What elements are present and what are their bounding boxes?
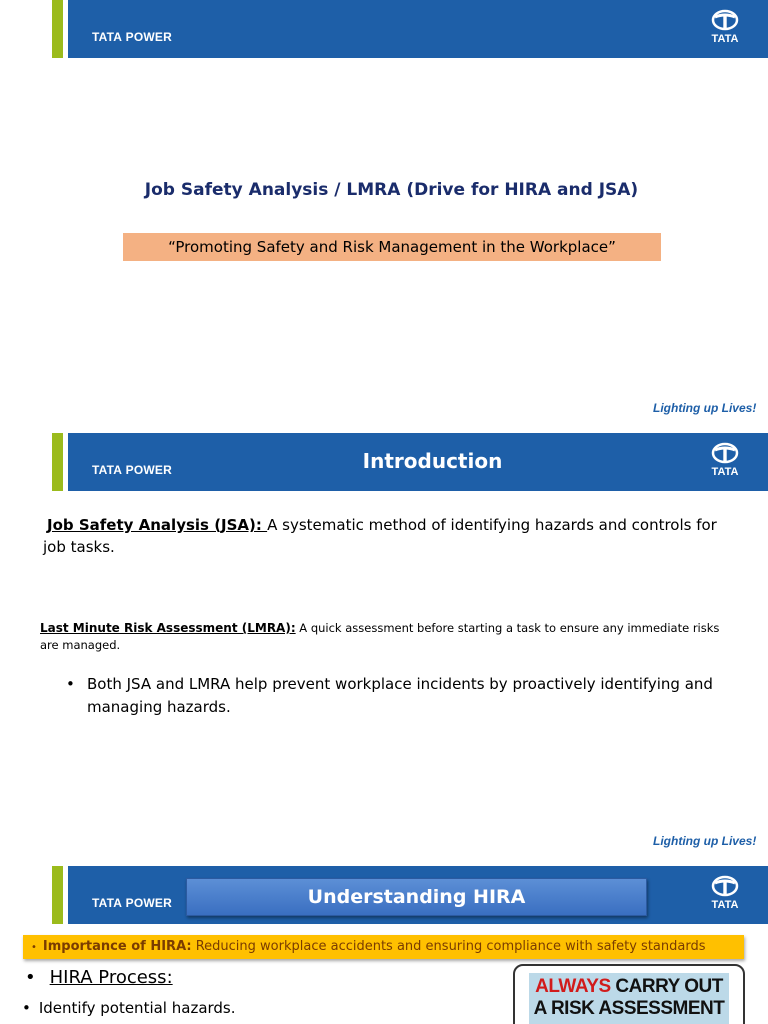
- jsa-term: Job Safety Analysis (JSA):: [47, 516, 268, 534]
- list-item: [66, 673, 726, 719]
- header-accent-bar: [52, 866, 63, 924]
- lmra-text: A quick assessment before starting a task to ensure any immediate risks are managed.: [40, 621, 720, 652]
- importance-text: Reducing workplace accidents and ensuring compliance with safety standards: [191, 939, 706, 954]
- importance-label: Importance of HIRA:: [42, 939, 192, 954]
- tata-emblem-icon: [703, 9, 747, 45]
- importance-callout: [23, 935, 744, 959]
- tata-power-logo: TATA POWER: [92, 30, 172, 44]
- header-bar: [68, 0, 768, 58]
- bullet-text: Identify potential hazards.: [38, 999, 236, 1017]
- poster-line-1: ALWAYS CARRY OUT: [535, 976, 723, 997]
- hira-process-heading: [25, 966, 173, 990]
- slide-introduction: [0, 433, 768, 866]
- slide-heading: Introduction: [362, 449, 503, 473]
- lmra-definition: [40, 620, 730, 654]
- header-accent-bar: [52, 0, 63, 58]
- jsa-definition: [43, 514, 733, 558]
- bullet-icon: •: [31, 942, 37, 953]
- list-item: [22, 997, 236, 1019]
- bullet-icon: •: [22, 999, 31, 1017]
- bullet-icon: •: [66, 675, 75, 693]
- hira-process-label: HIRA Process:: [49, 967, 173, 988]
- tata-power-logo: TATA POWER: [92, 896, 172, 910]
- tata-emblem-label: TATA: [711, 33, 739, 45]
- tagline-lighting-up-lives: Lighting up Lives!: [653, 401, 757, 415]
- poster-panel: [529, 973, 729, 1024]
- presentation-subtitle: “Promoting Safety and Risk Management in the Workplace”: [123, 233, 661, 261]
- poster-line-2: A RISK ASSESSMENT: [533, 998, 725, 1019]
- jsa-text: A systematic method of identifying hazards and controls for job tasks.: [43, 516, 717, 556]
- lmra-term: Last Minute Risk Assessment (LMRA):: [40, 621, 296, 635]
- tata-emblem-label: TATA: [711, 466, 739, 478]
- tata-power-logo: TATA POWER: [92, 463, 172, 477]
- tagline-lighting-up-lives: Lighting up Lives!: [653, 834, 757, 848]
- slide-title: [0, 0, 768, 433]
- tata-emblem-icon: [703, 442, 747, 478]
- presentation-title: Job Safety Analysis / LMRA (Drive for HIRA and JSA): [144, 180, 639, 200]
- slide-understanding-hira: [0, 866, 768, 1024]
- bullet-icon: •: [25, 967, 36, 988]
- slide-heading: Understanding HIRA: [186, 878, 647, 916]
- tata-emblem-icon: [703, 875, 747, 911]
- slide-header: [0, 433, 768, 491]
- bullet-text: Both JSA and LMRA help prevent workplace incidents by proactively identifying and managing hazards.: [87, 675, 713, 716]
- header-accent-bar: [52, 433, 63, 491]
- tata-emblem-label: TATA: [711, 899, 739, 911]
- risk-assessment-poster: [513, 964, 745, 1024]
- slide-header: [0, 0, 768, 58]
